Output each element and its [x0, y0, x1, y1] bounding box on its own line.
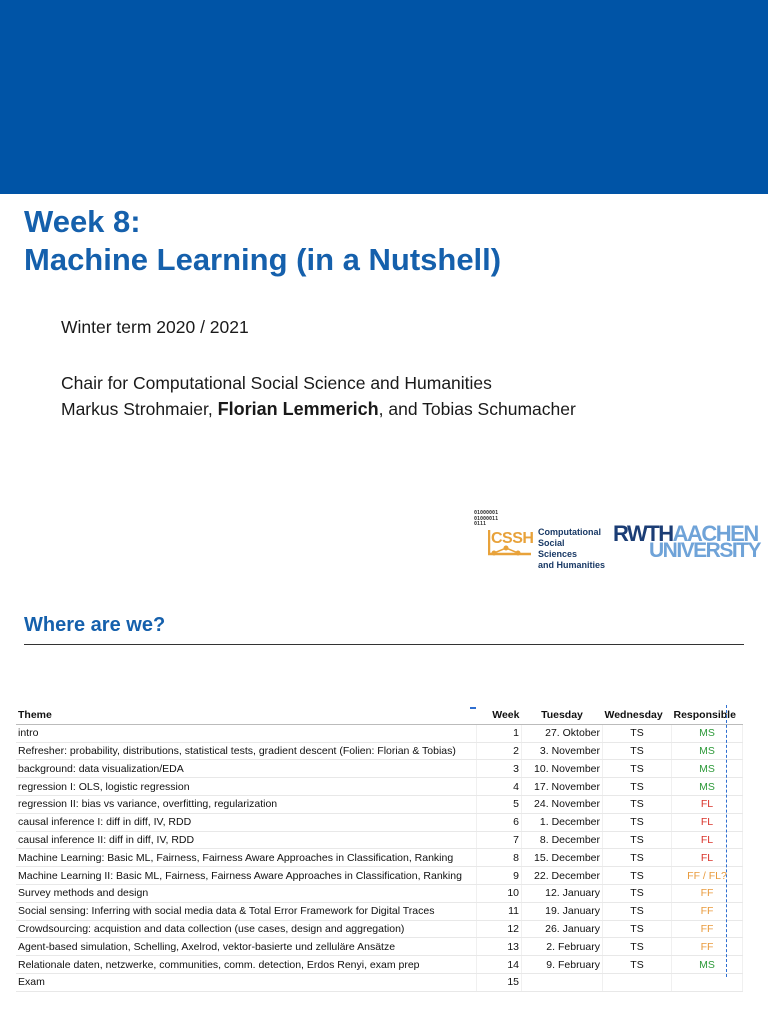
cell-tuesday [522, 973, 603, 991]
cell-theme: Relationale daten, netzwerke, communities, comm. detection, Erdos Renyi, exam prep [16, 956, 477, 974]
cssh-subtitle: Computational Social Sciences and Humanities [538, 527, 606, 570]
cell-tuesday: 8. December [522, 831, 603, 849]
cell-responsible: MS [672, 778, 743, 796]
cell-wednesday: TS [603, 760, 672, 778]
cell-tuesday: 19. January [522, 902, 603, 920]
table-row [16, 831, 743, 849]
header-week: Week [477, 707, 522, 724]
cell-responsible: MS [672, 760, 743, 778]
cell-theme: Refresher: probability, distributions, statistical tests, gradient descent (Folien: Florian & Tobias) [16, 742, 477, 760]
section-heading: Where are we? [24, 614, 166, 636]
table-row [16, 795, 743, 813]
cell-tuesday: 12. January [522, 884, 603, 902]
header-wednesday: Wednesday [603, 707, 672, 724]
authors-text [61, 399, 576, 420]
cell-week: 3 [477, 760, 522, 778]
cell-week: 7 [477, 831, 522, 849]
table-row [16, 778, 743, 796]
table-row [16, 760, 743, 778]
cell-theme: Social sensing: Inferring with social media data & Total Error Framework for Digital Traces [16, 902, 477, 920]
table-row [16, 938, 743, 956]
cell-wednesday: TS [603, 795, 672, 813]
cell-week: 8 [477, 849, 522, 867]
cell-responsible: MS [672, 742, 743, 760]
cell-tuesday: 10. November [522, 760, 603, 778]
schedule-table [16, 707, 743, 992]
cssh-binary-text: 01000001 01000011 0111 [474, 510, 499, 527]
cell-wednesday: TS [603, 742, 672, 760]
cell-week: 4 [477, 778, 522, 796]
cell-theme: background: data visualization/EDA [16, 760, 477, 778]
cell-tuesday: 2. February [522, 938, 603, 956]
cell-responsible: MS [672, 956, 743, 974]
header-tuesday: Tuesday [522, 707, 603, 724]
cell-wednesday: TS [603, 938, 672, 956]
cell-theme: causal inference II: diff in diff, IV, RDD [16, 831, 477, 849]
slide-title [24, 203, 501, 279]
rwth-logo [613, 521, 761, 563]
cell-wednesday: TS [603, 724, 672, 742]
cell-theme: intro [16, 724, 477, 742]
cell-theme: Agent-based simulation, Schelling, Axelrod, vektor-basierte und zelluläre Ansätze [16, 938, 477, 956]
chair-text: Chair for Computational Social Science and Humanities [61, 373, 492, 393]
cell-wednesday: TS [603, 813, 672, 831]
section-divider [24, 644, 744, 645]
cell-week: 1 [477, 724, 522, 742]
university-wordmark: UNIVERSITY [649, 539, 761, 562]
cssh-logo [474, 510, 606, 570]
cell-wednesday: TS [603, 920, 672, 938]
cell-theme: regression I: OLS, logistic regression [16, 778, 477, 796]
cell-week: 15 [477, 973, 522, 991]
cell-week: 6 [477, 813, 522, 831]
table-header-row [16, 707, 743, 724]
page-break-line [726, 705, 727, 977]
cell-responsible: FF / FL? [672, 867, 743, 885]
cell-theme: Machine Learning: Basic ML, Fairness, Fairness Aware Approaches in Classification, Ranking [16, 849, 477, 867]
cell-week: 10 [477, 884, 522, 902]
cell-week: 5 [477, 795, 522, 813]
cell-tuesday: 3. November [522, 742, 603, 760]
cell-theme: causal inference I: diff in diff, IV, RDD [16, 813, 477, 831]
author-strohmaier: Markus Strohmaier, [61, 399, 213, 419]
title-line-week: Week 8: [24, 204, 141, 239]
table-row [16, 973, 743, 991]
cell-tuesday: 17. November [522, 778, 603, 796]
table-row [16, 956, 743, 974]
author-lemmerich: Florian Lemmerich [217, 399, 379, 419]
cell-wednesday: TS [603, 867, 672, 885]
cell-tuesday: 26. January [522, 920, 603, 938]
cssh-wordmark: CSSH [491, 530, 534, 547]
cell-week: 2 [477, 742, 522, 760]
cell-week: 14 [477, 956, 522, 974]
cell-tuesday: 15. December [522, 849, 603, 867]
cell-wednesday: TS [603, 956, 672, 974]
cell-wednesday: TS [603, 902, 672, 920]
cell-responsible: FL [672, 831, 743, 849]
cell-responsible: MS [672, 724, 743, 742]
author-schumacher: , and Tobias Schumacher [378, 399, 576, 419]
cell-responsible: FL [672, 813, 743, 831]
table-row [16, 724, 743, 742]
cell-tuesday: 24. November [522, 795, 603, 813]
table-row [16, 920, 743, 938]
table-row [16, 849, 743, 867]
cell-wednesday: TS [603, 884, 672, 902]
cell-wednesday [603, 973, 672, 991]
cell-theme: regression II: bias vs variance, overfitting, regularization [16, 795, 477, 813]
table-row [16, 902, 743, 920]
cell-theme: Survey methods and design [16, 884, 477, 902]
cssh-mark [488, 526, 532, 553]
cell-theme: Crowdsourcing: acquistion and data collection (use cases, design and aggregation) [16, 920, 477, 938]
cell-week: 13 [477, 938, 522, 956]
header-banner [0, 0, 768, 194]
cell-wednesday: TS [603, 849, 672, 867]
table-row [16, 884, 743, 902]
term-text: Winter term 2020 / 2021 [61, 317, 249, 337]
cell-week: 9 [477, 867, 522, 885]
header-responsible: Responsible [672, 707, 743, 724]
cell-responsible: FF [672, 920, 743, 938]
table-row [16, 867, 743, 885]
cell-responsible: FF [672, 938, 743, 956]
cell-wednesday: TS [603, 778, 672, 796]
header-theme: Theme [16, 707, 477, 724]
cell-tuesday: 9. February [522, 956, 603, 974]
cell-theme: Exam [16, 973, 477, 991]
cell-wednesday: TS [603, 831, 672, 849]
cell-week: 11 [477, 902, 522, 920]
cell-theme: Machine Learning II: Basic ML, Fairness, Fairness Aware Approaches in Classification, Ranking [16, 867, 477, 885]
title-line-topic: Machine Learning (in a Nutshell) [24, 242, 502, 277]
cell-tuesday: 22. December [522, 867, 603, 885]
table-row [16, 813, 743, 831]
cell-responsible: FL [672, 795, 743, 813]
rwth-wordmark: RWTH [613, 521, 673, 546]
cell-week: 12 [477, 920, 522, 938]
table-row [16, 742, 743, 760]
cell-responsible: FL [672, 849, 743, 867]
cell-responsible [672, 973, 743, 991]
cell-responsible: FF [672, 884, 743, 902]
cell-tuesday: 27. Oktober [522, 724, 603, 742]
cell-responsible: FF [672, 902, 743, 920]
cell-tuesday: 1. December [522, 813, 603, 831]
aachen-wordmark: AACHEN [672, 521, 758, 546]
